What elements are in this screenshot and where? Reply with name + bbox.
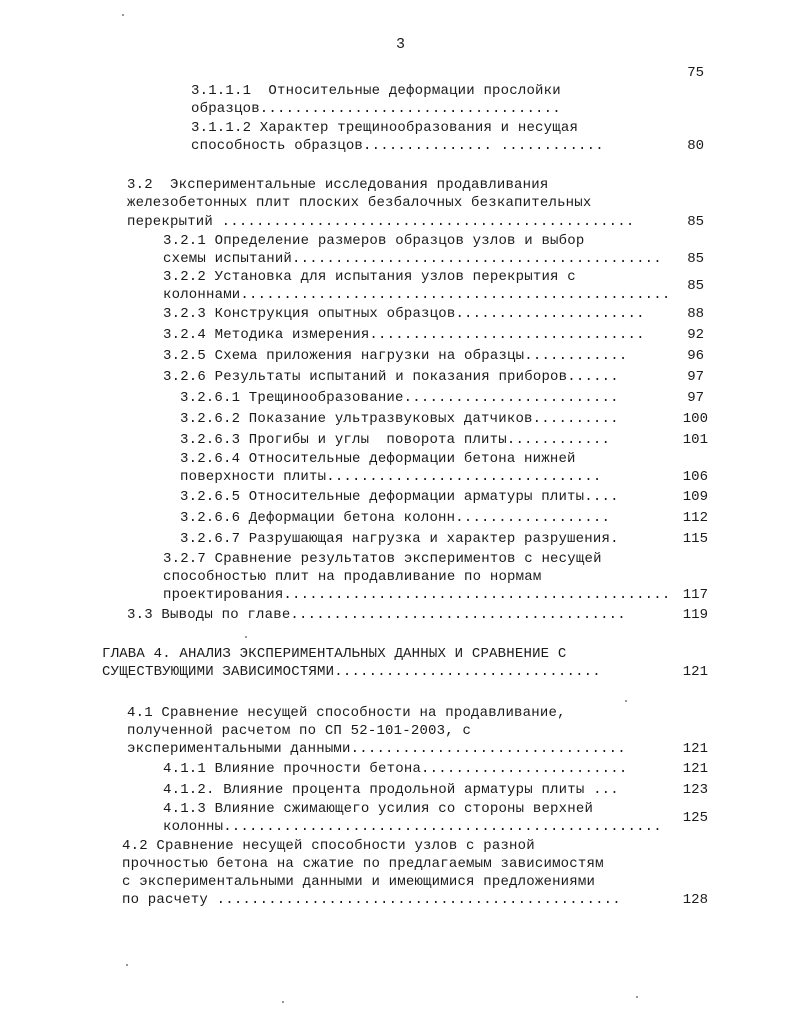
toc-entry-text: проектирования............................................. xyxy=(163,587,671,603)
toc-page-number: 85 xyxy=(687,278,704,294)
toc-entry-text: 3.2.6.2 Показание ультразвуковых датчиков.......... xyxy=(180,411,619,427)
toc-entry-text: способностью плит на продавливание по нормам xyxy=(163,569,542,585)
toc-page-number: 85 xyxy=(687,251,704,267)
toc-page-number: 80 xyxy=(687,138,704,154)
toc-page-number: 106 xyxy=(682,469,708,485)
toc-entry-text: 3.2.6.3 Прогибы и углы поворота плиты............ xyxy=(180,432,611,448)
toc-entry-text: 3.2.5 Схема приложения нагрузки на образцы............ xyxy=(163,348,628,364)
toc-page-number: 75 xyxy=(687,65,704,81)
toc-page-number: 121 xyxy=(682,664,708,680)
toc-entry-text: СУЩЕСТВУЮЩИМИ ЗАВИСИМОСТЯМИ............................... xyxy=(102,664,601,680)
toc-page-number: 97 xyxy=(687,390,704,406)
toc-entry-text: полученной расчетом по СП 52-101-2003, с xyxy=(127,723,472,739)
toc-entry-text: 3.2.1 Определение размеров образцов узлов и выбор xyxy=(163,233,585,249)
toc-entry-text: 4.1.3 Влияние сжимающего усилия со стороны верхней xyxy=(163,801,594,817)
toc-entry-text: поверхности плиты................................ xyxy=(180,469,602,485)
toc-page-number: 115 xyxy=(682,531,708,547)
toc-entry-text: способность образцов............... ............ xyxy=(191,138,604,154)
toc-entry-text: 3.2 Экспериментальные исследования продавливания xyxy=(127,177,549,193)
toc-entry-text: с экспериментальными данными и имеющимися предложениями xyxy=(122,874,596,890)
toc-entry-text: колоннами.................................................. xyxy=(163,287,671,303)
toc-entry-text: 4.2 Сравнение несущей способности узлов с разной xyxy=(122,838,535,854)
toc-entry-text: схемы испытаний........................................... xyxy=(163,251,662,267)
toc-entry-text: 3.2.6.4 Относительные деформации бетона нижней xyxy=(180,451,576,467)
toc-entry-text: 3.3 Выводы по главе....................................... xyxy=(127,607,626,623)
toc-page-number: 109 xyxy=(682,489,708,505)
scan-speck xyxy=(245,636,247,638)
toc-entry-text: 3.2.7 Сравнение результатов экспериментов с несущей xyxy=(163,551,602,567)
toc-page-number: 96 xyxy=(687,348,704,364)
scan-speck xyxy=(282,1001,284,1003)
scan-speck xyxy=(126,964,128,966)
toc-entry-text: 3.1.1.2 Характер трещинообразования и несущая xyxy=(191,120,579,136)
toc-page-number: 100 xyxy=(682,411,708,427)
toc-page-number: 112 xyxy=(682,510,708,526)
toc-entry-text: экспериментальными данными................................ xyxy=(127,741,626,757)
toc-entry-text: 3.2.4 Методика измерения................................ xyxy=(163,327,645,343)
toc-entry-text: 4.1.1 Влияние прочности бетона........................ xyxy=(163,761,628,777)
toc-page-number: 123 xyxy=(682,782,708,798)
toc-page-number: 97 xyxy=(687,369,704,385)
toc-page-number: 125 xyxy=(682,810,708,826)
toc-entry-text: 3.2.6.5 Относительные деформации арматуры плиты.... xyxy=(180,489,619,505)
toc-page-number: 121 xyxy=(682,761,708,777)
toc-entry-text: железобетонных плит плоских безбалочных безкапительных xyxy=(127,195,592,211)
toc-entry-text: 3.2.6 Результаты испытаний и показания приборов...... xyxy=(163,369,619,385)
scan-speck xyxy=(625,700,627,702)
toc-entry-text: 3.2.6.6 Деформации бетона колонн.................. xyxy=(180,510,611,526)
toc-entry-text: 4.1.2. Влияние процента продольной арматуры плиты ... xyxy=(163,782,619,798)
toc-entry-text: 3.2.6.7 Разрушающая нагрузка и характер разрушения. xyxy=(180,531,619,547)
scan-speck xyxy=(636,996,638,998)
toc-page-number: 117 xyxy=(682,587,708,603)
toc-entry-text: образцов................................... xyxy=(191,101,561,117)
toc-page-number: 128 xyxy=(682,892,708,908)
toc-entry-text: 4.1 Сравнение несущей способности на продавливание, xyxy=(127,705,566,721)
toc-page-number: 85 xyxy=(687,214,704,230)
toc-entry-text: 3.2.6.1 Трещинообразование......................... xyxy=(180,390,619,406)
toc-page-number: 88 xyxy=(687,306,704,322)
toc-entry-text: по расчету ............................................... xyxy=(122,892,621,908)
toc-page-number: 119 xyxy=(682,607,708,623)
toc-entry-text: колонны................................................... xyxy=(163,819,662,835)
toc-entry-text: 3.2.3 Конструкция опытных образцов...................... xyxy=(163,306,645,322)
page-number: 3 xyxy=(396,36,406,53)
toc-page-number: 121 xyxy=(682,741,708,757)
toc-page-number: 101 xyxy=(682,432,708,448)
toc-entry-text: 3.1.1.1 Относительные деформации прослойки xyxy=(191,83,561,99)
toc-entry-text: перекрытий ................................................ xyxy=(127,214,635,230)
toc-entry-text: ГЛАВА 4. АНАЛИЗ ЭКСПЕРИМЕНТАЛЬНЫХ ДАННЫХ И СРАВНЕНИЕ С xyxy=(102,646,567,662)
toc-page-number: 92 xyxy=(687,327,704,343)
scan-speck xyxy=(122,14,124,16)
toc-entry-text: прочностью бетона на сжатие по предлагаемым зависимостям xyxy=(122,856,604,872)
toc-entry-text: 3.2.2 Установка для испытания узлов перекрытия с xyxy=(163,269,576,285)
